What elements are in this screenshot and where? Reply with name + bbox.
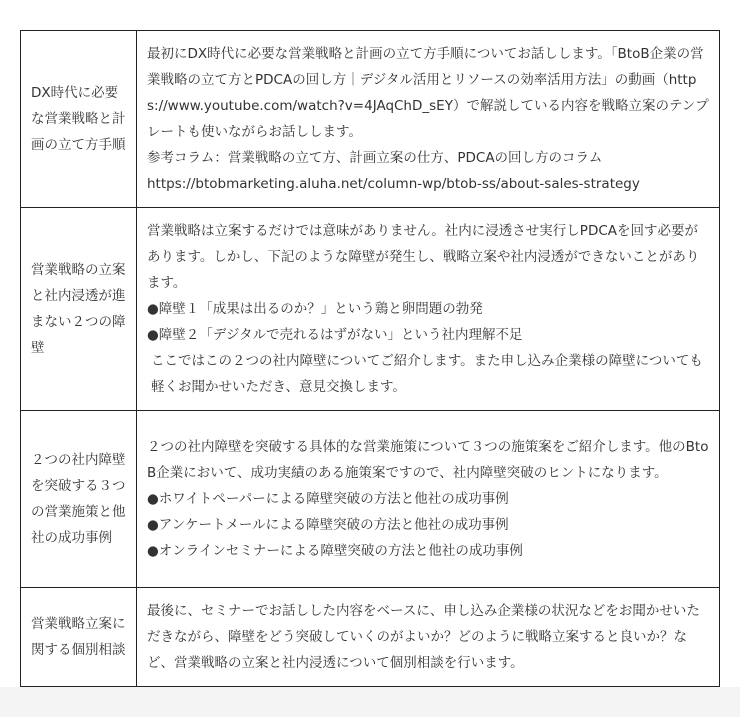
agenda-row-title: DX時代に必要な営業戦略と計画の立て方手順 <box>21 31 137 208</box>
agenda-row-content <box>137 411 720 588</box>
agenda-bullet: ●ホワイトペーパーによる障壁突破の方法と他社の成功事例 <box>147 491 509 507</box>
reference-column-label: 参考コラム：営業戦略の立て方、計画立案の仕方、PDCAの回し方のコラム <box>147 150 603 166</box>
agenda-row-title: ２つの社内障壁を突破する３つの営業施策と他社の成功事例 <box>21 411 137 588</box>
agenda-row-3 <box>21 411 720 588</box>
agenda-row-content <box>137 31 720 208</box>
agenda-row-title: 営業戦略の立案と社内浸透が進まない２つの障壁 <box>21 208 137 411</box>
agenda-paragraph: ここではこの２つの社内障壁についてご紹介します。また申し込み企業様の障壁についても軽くお聞かせいただき、意見交換します。 <box>151 353 703 395</box>
agenda-row-1 <box>21 31 720 208</box>
agenda-paragraph: ２つの社内障壁を突破する具体的な営業施策について３つの施策案をご紹介します。他のBtoB企業において、成功実績のある施策案ですので、社内障壁突破のヒントになります。 <box>147 439 709 481</box>
agenda-paragraph: 最後に、セミナーでお話しした内容をベースに、申し込み企業様の状況などをお聞かせいただきながら、障壁をどう突破していくのがよいか？どのように戦略立案すると良いか？など、営業戦略の立案と社内浸透について個別相談を行います。 <box>147 603 700 671</box>
agenda-row-content <box>137 208 720 411</box>
page-bottom-band <box>0 687 740 717</box>
agenda-row-title: 営業戦略立案に関する個別相談 <box>21 588 137 687</box>
agenda-bullet: ●障壁２「デジタルで売れるはずがない」という社内理解不足 <box>147 327 523 343</box>
agenda-bullet: ●オンラインセミナーによる障壁突破の方法と他社の成功事例 <box>147 543 523 559</box>
agenda-paragraph: 最初にDX時代に必要な営業戦略と計画の立て方手順についてお話しします。「BtoB企業の営業戦略の立て方とPDCAの回し方｜デジタル活用とリソースの効率活用方法」の動画（https://www.youtube.com/watch?v=4JAqChD_sEY）で解説している内容を戦略立案のテンプレートも使いながらお話しします。 <box>147 46 709 140</box>
seminar-agenda-table <box>20 30 720 687</box>
agenda-bullet: ●アンケートメールによる障壁突破の方法と他社の成功事例 <box>147 517 509 533</box>
agenda-bullet: ●障壁１「成果は出るのか？」という鶏と卵問題の勃発 <box>147 301 483 317</box>
agenda-row-2 <box>21 208 720 411</box>
reference-column-url: https://btobmarketing.aluha.net/column-wp/btob-ss/about-sales-strategy <box>147 176 640 192</box>
agenda-row-4 <box>21 588 720 687</box>
agenda-row-content <box>137 588 720 687</box>
agenda-paragraph: 営業戦略は立案するだけでは意味がありません。社内に浸透させ実行しPDCAを回す必要があります。しかし、下記のような障壁が発生し、戦略立案や社内浸透ができないことがあります。 <box>147 223 700 291</box>
